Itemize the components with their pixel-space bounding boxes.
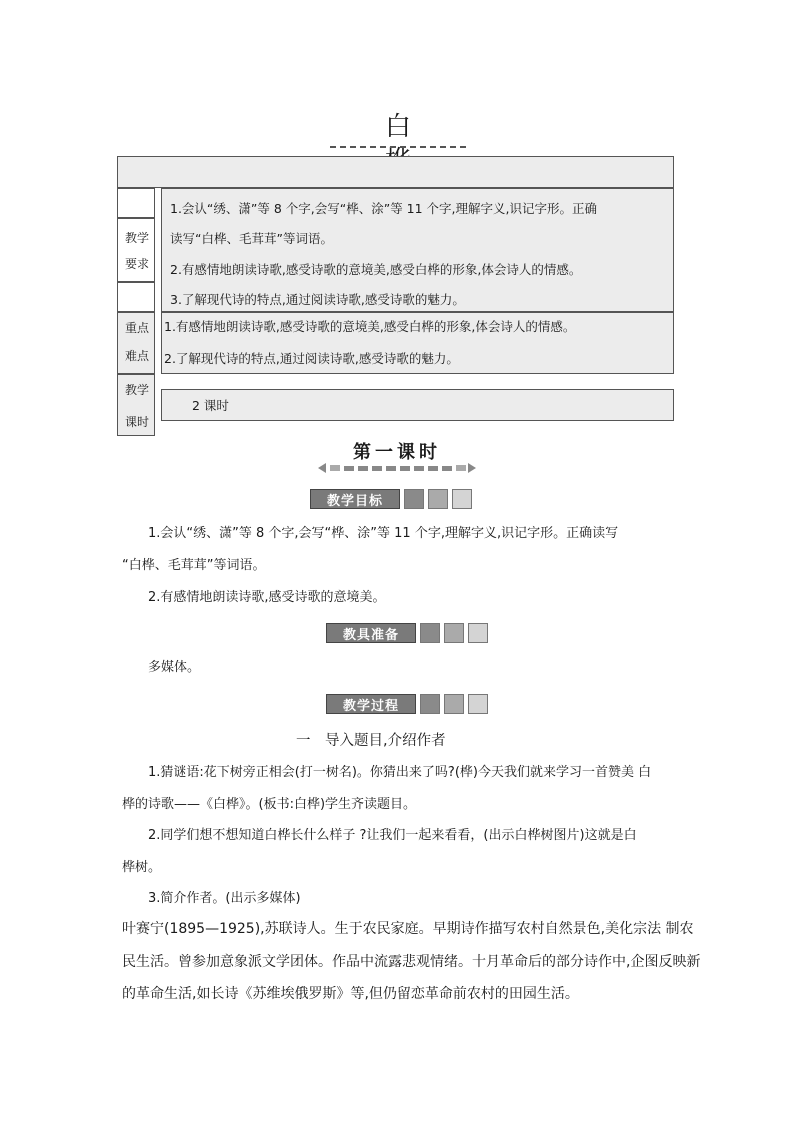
keys-content-cell xyxy=(161,312,674,374)
keys-line: 2.了解现代诗的特点,通过阅读诗歌,感受诗歌的魅力。 xyxy=(164,351,459,366)
time-label-cell xyxy=(117,374,155,436)
process-body-line: 叶赛宁(1895—1925),苏联诗人。生于农民家庭。早期诗作描写农村自然景色,美化宗法 制农 xyxy=(122,921,694,937)
lesson-plan-table xyxy=(117,156,674,436)
tag-square xyxy=(452,489,472,509)
tools-body: 多媒体。 xyxy=(148,660,201,675)
keys-label-cell xyxy=(117,312,155,374)
goals-line: 读写“白桦、毛茸茸”等词语。 xyxy=(170,231,333,246)
tag-square xyxy=(420,623,440,643)
section-tag-process-label: 教学过程 xyxy=(326,694,416,714)
tag-square xyxy=(420,694,440,714)
section-tag-goals xyxy=(310,488,472,510)
keys-label-line2: 难点 xyxy=(124,349,149,363)
section-tag-tools xyxy=(326,622,488,644)
goals-label-line2: 要求 xyxy=(124,257,149,271)
goals-content-cell xyxy=(161,188,674,312)
section-tag-tools-label: 教具准备 xyxy=(326,623,416,643)
time-value: 2 课时 xyxy=(192,398,229,413)
goals-body-line: “白桦、毛茸茸”等词语。 xyxy=(122,558,266,573)
tag-square xyxy=(468,694,488,714)
goals-body-line: 2.有感情地朗读诗歌,感受诗歌的意境美。 xyxy=(148,590,386,605)
keys-line: 1.有感情地朗读诗歌,感受诗歌的意境美,感受白桦的形象,体会诗人的情感。 xyxy=(164,319,576,334)
tag-square xyxy=(404,489,424,509)
section-tag-goals-label: 教学目标 xyxy=(310,489,400,509)
process-body-line: 3.简介作者。(出示多媒体) xyxy=(148,891,301,906)
tag-square xyxy=(468,623,488,643)
tag-square xyxy=(444,694,464,714)
process-body-line: 2.同学们想不想知道白桦长什么样子 ?让我们一起来看看，(出示白桦树图片)这就是白 xyxy=(148,828,637,843)
goals-line: 1.会认“绣、潇”等 8 个字,会写“桦、涂”等 11 个字,理解字义,识记字形。正确 xyxy=(170,201,598,216)
time-label-line2: 课时 xyxy=(124,415,149,429)
goals-label-pad-bottom xyxy=(117,282,155,312)
lesson-title: 第一课时 xyxy=(353,442,441,463)
document-title: 白 xyxy=(384,112,451,142)
section-tag-process xyxy=(326,693,488,715)
process-body-line: 桦树。 xyxy=(122,860,162,875)
process-body-line: 民生活。曾参加意象派文学团体。作品中流露悲观情绪。十月革命后的部分诗作中,企图反映新 xyxy=(122,954,701,970)
time-label-line1: 教学 xyxy=(124,383,149,397)
tag-square xyxy=(428,489,448,509)
goals-label-pad-top xyxy=(117,188,155,218)
goals-label-cell xyxy=(117,218,155,282)
goals-body-line: 1.会认“绣、潇”等 8 个字,会写“桦、涂”等 11 个字,理解字义,识记字形。正确读写 xyxy=(148,526,619,541)
lesson-title-decoration xyxy=(318,461,476,475)
title-underline xyxy=(330,146,466,148)
process-body-line: 1.猜谜语:花下树旁正相会(打一树名)。你猜出来了吗?(桦)今天我们就来学习一首赞美 白 xyxy=(148,765,652,780)
tag-square xyxy=(444,623,464,643)
goals-line: 3.了解现代诗的特点,通过阅读诗歌,感受诗歌的魅力。 xyxy=(170,292,465,307)
process-body-line: 桦的诗歌——《白桦》。(板书:白桦)学生齐读题目。 xyxy=(122,797,417,812)
time-content-cell xyxy=(161,389,674,421)
keys-label-line1: 重点 xyxy=(124,321,149,335)
process-heading: 一 导入题目,介绍作者 xyxy=(296,733,446,749)
table-header-bar xyxy=(117,156,674,188)
goals-label-line1: 教学 xyxy=(124,231,149,245)
process-body-line: 的革命生活,如长诗《苏维埃俄罗斯》等,但仍留恋革命前农村的田园生活。 xyxy=(122,986,579,1002)
goals-line: 2.有感情地朗读诗歌,感受诗歌的意境美,感受白桦的形象,体会诗人的情感。 xyxy=(170,262,582,277)
